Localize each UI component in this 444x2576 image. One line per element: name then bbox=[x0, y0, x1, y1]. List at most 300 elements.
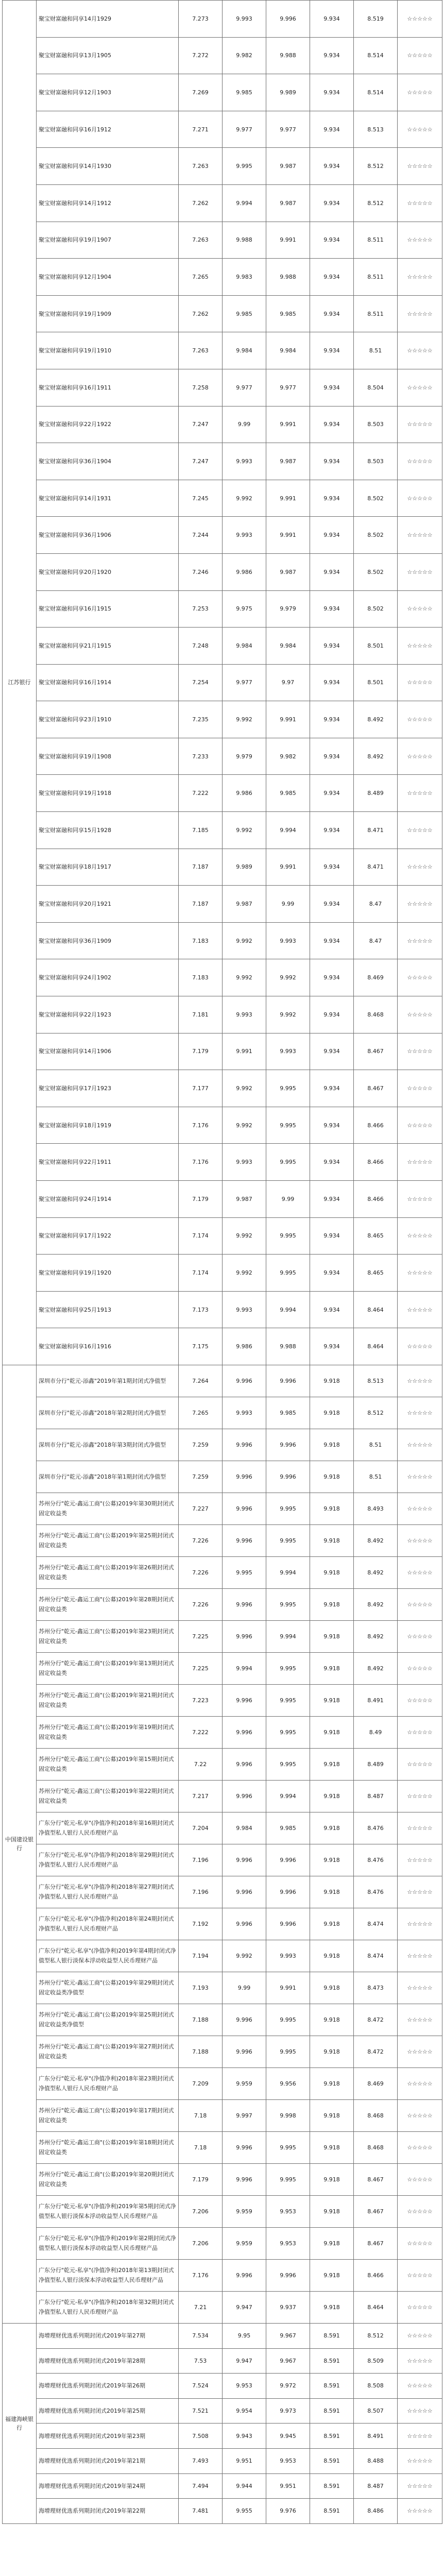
product-name-cell: 聚宝财富融和同享24月1914 bbox=[37, 1181, 179, 1218]
score-a-cell: 7.226 bbox=[179, 1556, 223, 1588]
table-row bbox=[3, 922, 442, 959]
score-d-cell: 9.934 bbox=[310, 922, 354, 959]
score-b-cell: 9.996 bbox=[223, 1908, 266, 1940]
score-d-cell: 9.934 bbox=[310, 517, 354, 554]
star-rating-cell: ☆☆☆☆☆ bbox=[398, 1524, 442, 1556]
score-d-cell: 9.934 bbox=[310, 849, 354, 886]
composite-score-cell: 8.513 bbox=[354, 1365, 398, 1397]
score-d-cell: 8.591 bbox=[310, 2398, 354, 2424]
product-name-cell: 广东分行"乾元-私享"(净值净利)2018年第24期封闭式净值型私人银行人民币理财产品 bbox=[37, 1908, 179, 1940]
composite-score-cell: 8.508 bbox=[354, 2374, 398, 2399]
score-a-cell: 7.481 bbox=[179, 2499, 223, 2524]
score-c-cell: 9.991 bbox=[266, 1972, 310, 2004]
score-c-cell: 9.991 bbox=[266, 701, 310, 738]
score-c-cell: 9.985 bbox=[266, 295, 310, 332]
composite-score-cell: 8.511 bbox=[354, 222, 398, 259]
star-rating-cell: ☆☆☆☆☆ bbox=[398, 1908, 442, 1940]
score-c-cell: 9.995 bbox=[266, 1652, 310, 1684]
score-c-cell: 9.995 bbox=[266, 1107, 310, 1144]
score-d-cell: 9.934 bbox=[310, 996, 354, 1033]
composite-score-cell: 8.474 bbox=[354, 1908, 398, 1940]
table-row bbox=[3, 2131, 442, 2163]
score-c-cell: 9.996 bbox=[266, 1, 310, 38]
score-a-cell: 7.21 bbox=[179, 2291, 223, 2323]
score-c-cell: 9.996 bbox=[266, 1908, 310, 1940]
table-row bbox=[3, 1588, 442, 1620]
table-row bbox=[3, 148, 442, 185]
score-b-cell: 9.993 bbox=[223, 1144, 266, 1181]
product-name-cell: 聚宝财富融和同享36月1909 bbox=[37, 922, 179, 959]
score-a-cell: 7.209 bbox=[179, 2067, 223, 2099]
star-rating-cell: ☆☆☆☆☆ bbox=[398, 1493, 442, 1524]
star-rating-cell: ☆☆☆☆☆ bbox=[398, 1365, 442, 1397]
score-a-cell: 7.196 bbox=[179, 1876, 223, 1908]
score-b-cell: 9.959 bbox=[223, 2195, 266, 2227]
score-a-cell: 7.227 bbox=[179, 1493, 223, 1524]
score-b-cell: 9.996 bbox=[223, 1716, 266, 1748]
score-c-cell: 9.995 bbox=[266, 1748, 310, 1780]
table-row bbox=[3, 590, 442, 628]
score-c-cell: 9.976 bbox=[266, 2499, 310, 2524]
composite-score-cell: 8.51 bbox=[354, 1429, 398, 1461]
score-a-cell: 7.264 bbox=[179, 1365, 223, 1397]
score-d-cell: 8.591 bbox=[310, 2374, 354, 2399]
table-row bbox=[3, 1716, 442, 1748]
table-row bbox=[3, 1524, 442, 1556]
product-name-cell: 聚宝财富融和同享20月1920 bbox=[37, 553, 179, 590]
score-d-cell: 9.918 bbox=[310, 2099, 354, 2131]
score-b-cell: 9.953 bbox=[223, 2374, 266, 2399]
star-rating-cell: ☆☆☆☆☆ bbox=[398, 886, 442, 923]
score-a-cell: 7.245 bbox=[179, 480, 223, 517]
star-rating-cell: ☆☆☆☆☆ bbox=[398, 184, 442, 222]
score-b-cell: 9.987 bbox=[223, 1181, 266, 1218]
composite-score-cell: 8.467 bbox=[354, 2195, 398, 2227]
score-d-cell: 9.918 bbox=[310, 1588, 354, 1620]
table-row bbox=[3, 2473, 442, 2499]
score-d-cell: 9.934 bbox=[310, 1033, 354, 1070]
product-name-cell: 苏州分行"乾元-鑫运工商"(公募)2019年第23期封闭式固定收益类 bbox=[37, 1620, 179, 1652]
composite-score-cell: 8.502 bbox=[354, 553, 398, 590]
score-a-cell: 7.225 bbox=[179, 1620, 223, 1652]
score-b-cell: 9.99 bbox=[223, 1972, 266, 2004]
score-b-cell: 9.996 bbox=[223, 2163, 266, 2195]
product-name-cell: 聚宝财富融和同享36月1906 bbox=[37, 517, 179, 554]
score-c-cell: 9.993 bbox=[266, 922, 310, 959]
star-rating-cell: ☆☆☆☆☆ bbox=[398, 1940, 442, 1972]
product-name-cell: 苏州分行"乾元-鑫运工商"(公募)2019年第13期封闭式固定收益类 bbox=[37, 1652, 179, 1684]
score-c-cell: 9.988 bbox=[266, 259, 310, 296]
product-name-cell: 苏州分行"乾元-鑫运工商"(公募)2019年第30期封闭式固定收益类 bbox=[37, 1493, 179, 1524]
product-name-cell: 苏州分行"乾元-鑫运工商"(公募)2019年第18期封闭式固定收益类 bbox=[37, 2131, 179, 2163]
table-row bbox=[3, 1365, 442, 1397]
score-d-cell: 9.934 bbox=[310, 295, 354, 332]
star-rating-cell: ☆☆☆☆☆ bbox=[398, 996, 442, 1033]
table-row bbox=[3, 2424, 442, 2449]
score-a-cell: 7.248 bbox=[179, 628, 223, 665]
product-name-cell: 苏州分行"乾元-鑫运工商"(公募)2019年第22期封闭式固定收益类 bbox=[37, 1780, 179, 1812]
table-row bbox=[3, 443, 442, 480]
product-name-cell: 海增理财优选系列期封闭式2019年第25期 bbox=[37, 2398, 179, 2424]
score-a-cell: 7.508 bbox=[179, 2424, 223, 2449]
product-name-cell: 聚宝财富融和同享17月1923 bbox=[37, 1070, 179, 1107]
score-b-cell: 9.995 bbox=[223, 1556, 266, 1588]
table-row bbox=[3, 2099, 442, 2131]
score-a-cell: 7.262 bbox=[179, 184, 223, 222]
score-d-cell: 9.918 bbox=[310, 1461, 354, 1493]
star-rating-cell: ☆☆☆☆☆ bbox=[398, 1780, 442, 1812]
star-rating-cell: ☆☆☆☆☆ bbox=[398, 1812, 442, 1844]
composite-score-cell: 8.476 bbox=[354, 1876, 398, 1908]
score-d-cell: 9.934 bbox=[310, 1107, 354, 1144]
score-b-cell: 9.996 bbox=[223, 1780, 266, 1812]
composite-score-cell: 8.486 bbox=[354, 2499, 398, 2524]
score-b-cell: 9.959 bbox=[223, 2067, 266, 2099]
star-rating-cell: ☆☆☆☆☆ bbox=[398, 37, 442, 74]
composite-score-cell: 8.491 bbox=[354, 2424, 398, 2449]
score-d-cell: 9.934 bbox=[310, 812, 354, 849]
score-d-cell: 9.918 bbox=[310, 1684, 354, 1716]
product-name-cell: 深圳市分行"乾元-添鑫"2019年第1期封闭式净值型 bbox=[37, 1365, 179, 1397]
score-b-cell: 9.997 bbox=[223, 2099, 266, 2131]
score-d-cell: 9.918 bbox=[310, 1748, 354, 1780]
score-c-cell: 9.972 bbox=[266, 2374, 310, 2399]
product-name-cell: 聚宝财富融和同享22月1922 bbox=[37, 406, 179, 443]
score-c-cell: 9.951 bbox=[266, 2473, 310, 2499]
score-b-cell: 9.992 bbox=[223, 480, 266, 517]
table-row bbox=[3, 1940, 442, 1972]
star-rating-cell: ☆☆☆☆☆ bbox=[398, 1070, 442, 1107]
star-rating-cell: ☆☆☆☆☆ bbox=[398, 738, 442, 775]
composite-score-cell: 8.511 bbox=[354, 259, 398, 296]
table-row bbox=[3, 2291, 442, 2323]
score-c-cell: 9.987 bbox=[266, 148, 310, 185]
score-c-cell: 9.996 bbox=[266, 1844, 310, 1876]
score-c-cell: 9.987 bbox=[266, 443, 310, 480]
score-b-cell: 9.992 bbox=[223, 922, 266, 959]
product-name-cell: 广东分行"乾元-私享"(净值净利)2019年第2期封闭式净值型私人银行淡保本浮动收益型人民币理财产品 bbox=[37, 2227, 179, 2259]
table-row bbox=[3, 406, 442, 443]
composite-score-cell: 8.467 bbox=[354, 2163, 398, 2195]
score-b-cell: 9.992 bbox=[223, 812, 266, 849]
score-d-cell: 9.934 bbox=[310, 590, 354, 628]
composite-score-cell: 8.509 bbox=[354, 2348, 398, 2374]
score-b-cell: 9.951 bbox=[223, 2448, 266, 2473]
ratings-table-body bbox=[3, 1, 442, 2524]
score-d-cell: 9.918 bbox=[310, 1397, 354, 1429]
product-name-cell: 聚宝财富融和同享12月1904 bbox=[37, 259, 179, 296]
score-b-cell: 9.943 bbox=[223, 2424, 266, 2449]
star-rating-cell: ☆☆☆☆☆ bbox=[398, 2424, 442, 2449]
score-b-cell: 9.984 bbox=[223, 332, 266, 369]
table-row bbox=[3, 2067, 442, 2099]
table-row bbox=[3, 775, 442, 812]
score-d-cell: 9.934 bbox=[310, 1144, 354, 1181]
score-c-cell: 9.995 bbox=[266, 1493, 310, 1524]
table-row bbox=[3, 1844, 442, 1876]
score-a-cell: 7.259 bbox=[179, 1461, 223, 1493]
score-b-cell: 9.996 bbox=[223, 2004, 266, 2036]
score-a-cell: 7.273 bbox=[179, 1, 223, 38]
score-b-cell: 9.977 bbox=[223, 369, 266, 406]
composite-score-cell: 8.476 bbox=[354, 1812, 398, 1844]
composite-score-cell: 8.472 bbox=[354, 2004, 398, 2036]
score-c-cell: 9.989 bbox=[266, 74, 310, 111]
table-row bbox=[3, 295, 442, 332]
product-name-cell: 聚宝财富融和同享19月1907 bbox=[37, 222, 179, 259]
table-row bbox=[3, 259, 442, 296]
product-name-cell: 聚宝财富融和同享14月1931 bbox=[37, 480, 179, 517]
composite-score-cell: 8.504 bbox=[354, 369, 398, 406]
composite-score-cell: 8.503 bbox=[354, 406, 398, 443]
table-row bbox=[3, 553, 442, 590]
composite-score-cell: 8.503 bbox=[354, 443, 398, 480]
score-c-cell: 9.995 bbox=[266, 1684, 310, 1716]
product-name-cell: 海增理财优选系列期封闭式2019年第21期 bbox=[37, 2448, 179, 2473]
score-d-cell: 9.918 bbox=[310, 1652, 354, 1684]
score-d-cell: 9.934 bbox=[310, 664, 354, 701]
score-d-cell: 9.934 bbox=[310, 148, 354, 185]
score-b-cell: 9.993 bbox=[223, 1291, 266, 1328]
star-rating-cell: ☆☆☆☆☆ bbox=[398, 1716, 442, 1748]
star-rating-cell: ☆☆☆☆☆ bbox=[398, 2323, 442, 2348]
score-c-cell: 9.995 bbox=[266, 1716, 310, 1748]
score-c-cell: 9.996 bbox=[266, 2259, 310, 2291]
product-name-cell: 聚宝财富融和同享14月1906 bbox=[37, 1033, 179, 1070]
star-rating-cell: ☆☆☆☆☆ bbox=[398, 775, 442, 812]
score-a-cell: 7.262 bbox=[179, 295, 223, 332]
star-rating-cell: ☆☆☆☆☆ bbox=[398, 2131, 442, 2163]
product-name-cell: 聚宝财富融和同享14月1930 bbox=[37, 148, 179, 185]
composite-score-cell: 8.514 bbox=[354, 37, 398, 74]
composite-score-cell: 8.487 bbox=[354, 2473, 398, 2499]
score-c-cell: 9.977 bbox=[266, 111, 310, 148]
score-c-cell: 9.988 bbox=[266, 37, 310, 74]
star-rating-cell: ☆☆☆☆☆ bbox=[398, 2259, 442, 2291]
product-name-cell: 聚宝财富融和同享19月1918 bbox=[37, 775, 179, 812]
score-a-cell: 7.194 bbox=[179, 1940, 223, 1972]
score-a-cell: 7.174 bbox=[179, 1217, 223, 1255]
score-c-cell: 9.991 bbox=[266, 222, 310, 259]
score-a-cell: 7.233 bbox=[179, 738, 223, 775]
table-row bbox=[3, 517, 442, 554]
composite-score-cell: 8.471 bbox=[354, 812, 398, 849]
product-name-cell: 聚宝财富融和同享19月1909 bbox=[37, 295, 179, 332]
product-name-cell: 聚宝财富融和同享19月1910 bbox=[37, 332, 179, 369]
score-c-cell: 9.995 bbox=[266, 2036, 310, 2067]
score-a-cell: 7.244 bbox=[179, 517, 223, 554]
score-d-cell: 9.934 bbox=[310, 37, 354, 74]
score-b-cell: 9.996 bbox=[223, 2131, 266, 2163]
score-b-cell: 9.994 bbox=[223, 1652, 266, 1684]
product-name-cell: 聚宝财富融和同享18月1917 bbox=[37, 849, 179, 886]
score-b-cell: 9.975 bbox=[223, 590, 266, 628]
score-a-cell: 7.196 bbox=[179, 1844, 223, 1876]
score-b-cell: 9.983 bbox=[223, 259, 266, 296]
star-rating-cell: ☆☆☆☆☆ bbox=[398, 2499, 442, 2524]
score-d-cell: 9.934 bbox=[310, 886, 354, 923]
score-b-cell: 9.993 bbox=[223, 1397, 266, 1429]
composite-score-cell: 8.492 bbox=[354, 1524, 398, 1556]
table-row bbox=[3, 2227, 442, 2259]
score-d-cell: 9.934 bbox=[310, 1255, 354, 1292]
score-d-cell: 8.591 bbox=[310, 2424, 354, 2449]
score-c-cell: 9.996 bbox=[266, 1429, 310, 1461]
star-rating-cell: ☆☆☆☆☆ bbox=[398, 1588, 442, 1620]
score-d-cell: 9.934 bbox=[310, 775, 354, 812]
product-name-cell: 聚宝财富融和同享14月1912 bbox=[37, 184, 179, 222]
product-name-cell: 苏州分行"乾元-鑫运工商"(公募)2019年第28期封闭式固定收益类 bbox=[37, 1588, 179, 1620]
score-b-cell: 9.954 bbox=[223, 2398, 266, 2424]
score-a-cell: 7.176 bbox=[179, 1107, 223, 1144]
star-rating-cell: ☆☆☆☆☆ bbox=[398, 849, 442, 886]
score-b-cell: 9.982 bbox=[223, 37, 266, 74]
score-d-cell: 9.918 bbox=[310, 1844, 354, 1876]
star-rating-cell: ☆☆☆☆☆ bbox=[398, 628, 442, 665]
score-d-cell: 9.934 bbox=[310, 1291, 354, 1328]
product-name-cell: 聚宝财富融和同享24月1902 bbox=[37, 959, 179, 996]
score-c-cell: 9.984 bbox=[266, 332, 310, 369]
composite-score-cell: 8.492 bbox=[354, 1556, 398, 1588]
star-rating-cell: ☆☆☆☆☆ bbox=[398, 111, 442, 148]
score-a-cell: 7.179 bbox=[179, 1033, 223, 1070]
product-name-cell: 苏州分行"乾元-鑫运工商"(公募)2019年第21期封闭式固定收益类 bbox=[37, 1684, 179, 1716]
score-a-cell: 7.246 bbox=[179, 553, 223, 590]
composite-score-cell: 8.47 bbox=[354, 922, 398, 959]
star-rating-cell: ☆☆☆☆☆ bbox=[398, 259, 442, 296]
score-d-cell: 8.591 bbox=[310, 2348, 354, 2374]
score-a-cell: 7.263 bbox=[179, 148, 223, 185]
score-a-cell: 7.259 bbox=[179, 1429, 223, 1461]
composite-score-cell: 8.466 bbox=[354, 1107, 398, 1144]
product-name-cell: 聚宝财富融和同享36月1904 bbox=[37, 443, 179, 480]
star-rating-cell: ☆☆☆☆☆ bbox=[398, 2291, 442, 2323]
score-d-cell: 9.918 bbox=[310, 1972, 354, 2004]
score-b-cell: 9.992 bbox=[223, 1107, 266, 1144]
composite-score-cell: 8.464 bbox=[354, 1328, 398, 1365]
score-b-cell: 9.984 bbox=[223, 1812, 266, 1844]
composite-score-cell: 8.474 bbox=[354, 1940, 398, 1972]
score-d-cell: 9.934 bbox=[310, 701, 354, 738]
star-rating-cell: ☆☆☆☆☆ bbox=[398, 295, 442, 332]
table-row bbox=[3, 664, 442, 701]
composite-score-cell: 8.468 bbox=[354, 996, 398, 1033]
table-row bbox=[3, 1876, 442, 1908]
score-a-cell: 7.53 bbox=[179, 2348, 223, 2374]
score-b-cell: 9.984 bbox=[223, 628, 266, 665]
score-c-cell: 9.996 bbox=[266, 1876, 310, 1908]
score-c-cell: 9.985 bbox=[266, 1397, 310, 1429]
product-name-cell: 深圳市分行"乾元-添鑫"2018年第3期封闭式净值型 bbox=[37, 1429, 179, 1461]
star-rating-cell: ☆☆☆☆☆ bbox=[398, 664, 442, 701]
star-rating-cell: ☆☆☆☆☆ bbox=[398, 553, 442, 590]
score-a-cell: 7.247 bbox=[179, 406, 223, 443]
table-row bbox=[3, 701, 442, 738]
score-d-cell: 8.591 bbox=[310, 2323, 354, 2348]
score-b-cell: 9.993 bbox=[223, 517, 266, 554]
score-c-cell: 9.998 bbox=[266, 2099, 310, 2131]
composite-score-cell: 8.492 bbox=[354, 1620, 398, 1652]
score-c-cell: 9.987 bbox=[266, 553, 310, 590]
table-row bbox=[3, 738, 442, 775]
score-b-cell: 9.992 bbox=[223, 1255, 266, 1292]
composite-score-cell: 8.51 bbox=[354, 332, 398, 369]
score-d-cell: 9.918 bbox=[310, 1908, 354, 1940]
score-b-cell: 9.996 bbox=[223, 1429, 266, 1461]
table-row bbox=[3, 1107, 442, 1144]
score-b-cell: 9.947 bbox=[223, 2348, 266, 2374]
star-rating-cell: ☆☆☆☆☆ bbox=[398, 1255, 442, 1292]
score-c-cell: 9.995 bbox=[266, 1217, 310, 1255]
score-a-cell: 7.22 bbox=[179, 1748, 223, 1780]
table-row bbox=[3, 2195, 442, 2227]
star-rating-cell: ☆☆☆☆☆ bbox=[398, 1328, 442, 1365]
composite-score-cell: 8.512 bbox=[354, 184, 398, 222]
star-rating-cell: ☆☆☆☆☆ bbox=[398, 2195, 442, 2227]
table-row bbox=[3, 812, 442, 849]
score-c-cell: 9.988 bbox=[266, 1328, 310, 1365]
product-name-cell: 海增理财优选系列期封闭式2019年第24期 bbox=[37, 2473, 179, 2499]
table-row bbox=[3, 1461, 442, 1493]
star-rating-cell: ☆☆☆☆☆ bbox=[398, 1429, 442, 1461]
table-row bbox=[3, 1684, 442, 1716]
star-rating-cell: ☆☆☆☆☆ bbox=[398, 1033, 442, 1070]
star-rating-cell: ☆☆☆☆☆ bbox=[398, 222, 442, 259]
table-row bbox=[3, 2163, 442, 2195]
score-b-cell: 9.989 bbox=[223, 849, 266, 886]
score-d-cell: 9.934 bbox=[310, 332, 354, 369]
score-a-cell: 7.247 bbox=[179, 443, 223, 480]
score-b-cell: 9.991 bbox=[223, 1033, 266, 1070]
star-rating-cell: ☆☆☆☆☆ bbox=[398, 2348, 442, 2374]
score-b-cell: 9.995 bbox=[223, 148, 266, 185]
product-name-cell: 聚宝财富融和同享13月1905 bbox=[37, 37, 179, 74]
table-row bbox=[3, 184, 442, 222]
product-name-cell: 聚宝财富融和同享12月1903 bbox=[37, 74, 179, 111]
composite-score-cell: 8.514 bbox=[354, 74, 398, 111]
score-c-cell: 9.996 bbox=[266, 1365, 310, 1397]
score-b-cell: 9.996 bbox=[223, 1876, 266, 1908]
score-b-cell: 9.986 bbox=[223, 775, 266, 812]
composite-score-cell: 8.513 bbox=[354, 111, 398, 148]
score-b-cell: 9.994 bbox=[223, 184, 266, 222]
score-c-cell: 9.99 bbox=[266, 1181, 310, 1218]
composite-score-cell: 8.487 bbox=[354, 1780, 398, 1812]
score-b-cell: 9.996 bbox=[223, 1365, 266, 1397]
table-row bbox=[3, 222, 442, 259]
table-row bbox=[3, 2004, 442, 2036]
product-name-cell: 海增理财优选系列期封闭式2019年第28期 bbox=[37, 2348, 179, 2374]
score-a-cell: 7.272 bbox=[179, 37, 223, 74]
score-a-cell: 7.185 bbox=[179, 812, 223, 849]
score-b-cell: 9.959 bbox=[223, 2227, 266, 2259]
product-name-cell: 深圳市分行"乾元-添鑫"2018年第1期封闭式净值型 bbox=[37, 1461, 179, 1493]
score-d-cell: 9.918 bbox=[310, 2036, 354, 2067]
table-row bbox=[3, 2348, 442, 2374]
score-b-cell: 9.996 bbox=[223, 2259, 266, 2291]
score-c-cell: 9.995 bbox=[266, 2131, 310, 2163]
composite-score-cell: 8.512 bbox=[354, 148, 398, 185]
score-a-cell: 7.18 bbox=[179, 2131, 223, 2163]
star-rating-cell: ☆☆☆☆☆ bbox=[398, 2163, 442, 2195]
star-rating-cell: ☆☆☆☆☆ bbox=[398, 517, 442, 554]
score-a-cell: 7.222 bbox=[179, 1716, 223, 1748]
table-row bbox=[3, 996, 442, 1033]
score-c-cell: 9.995 bbox=[266, 1524, 310, 1556]
score-c-cell: 9.953 bbox=[266, 2227, 310, 2259]
table-row bbox=[3, 2323, 442, 2348]
composite-score-cell: 8.466 bbox=[354, 2259, 398, 2291]
